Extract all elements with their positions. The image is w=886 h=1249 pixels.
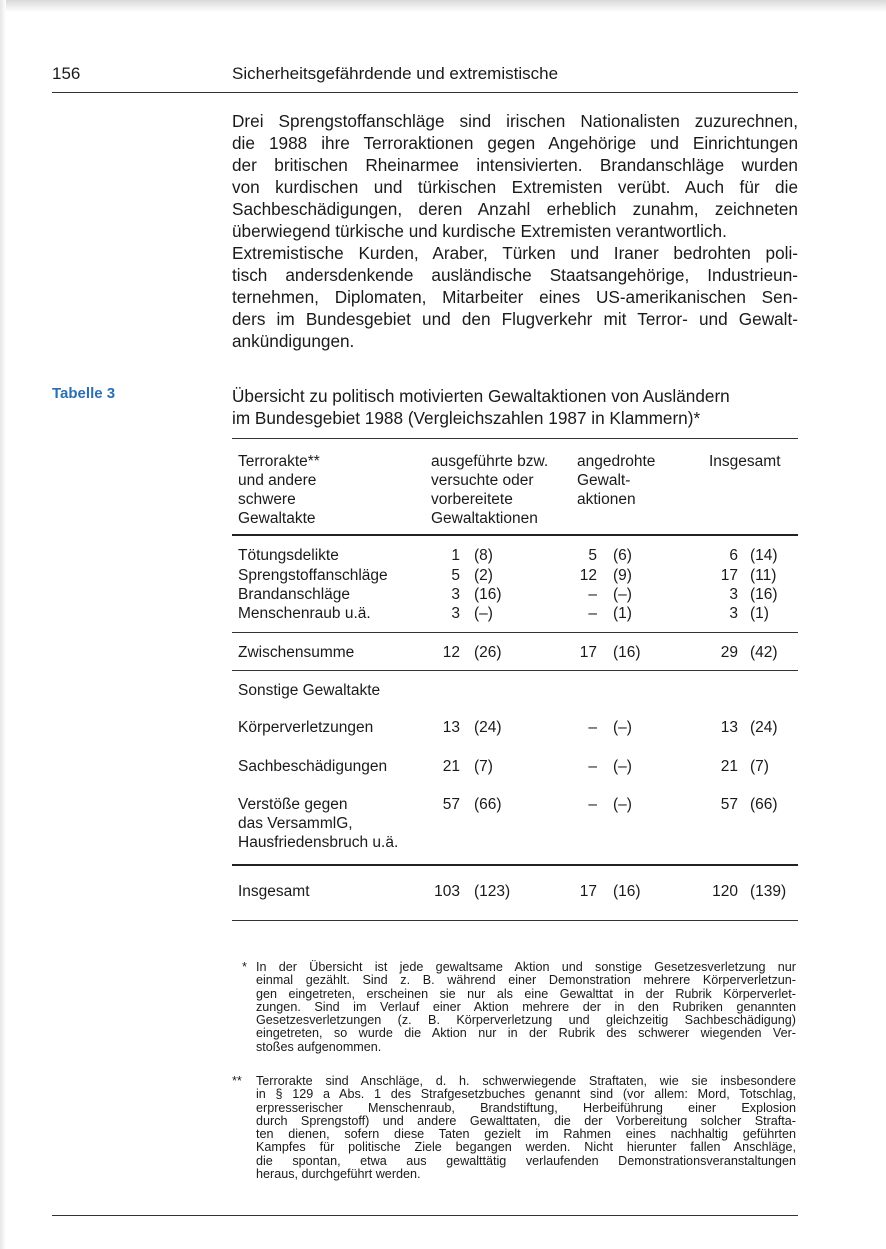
row-label: Tötungsdelikte bbox=[238, 547, 339, 564]
footnote-line: die spontan, etwa aus gewalttätig verlaufenden Demonstrationsveranstaltungen bbox=[256, 1153, 796, 1168]
footnote-line: heraus, durchgeführt werden. bbox=[256, 1167, 421, 1182]
table-caption bbox=[232, 385, 798, 429]
count-cell: 17 bbox=[579, 644, 597, 661]
row-label: Hausfriedensbruch u.ä. bbox=[238, 834, 399, 851]
scan-shadow-left bbox=[0, 0, 6, 1249]
body-line: der britischen Rheinarmee intensivierten. Brandanschläge wurden bbox=[232, 155, 798, 175]
count-cell: – bbox=[588, 796, 597, 813]
footnote-text: In der Übersicht ist jede gewaltsame Aktion und sonstige Gesetzesverletzung nur bbox=[256, 960, 796, 974]
count-cell: 21 bbox=[442, 758, 460, 775]
body-paragraph bbox=[232, 110, 798, 352]
body-line: ternehmen, Diplomaten, Mitarbeiter eines US-amerikanischen Sen- bbox=[232, 287, 798, 307]
header-line: angedrohte bbox=[577, 453, 656, 470]
footnote-mark: * bbox=[242, 960, 247, 974]
prior-year-cell: (16) bbox=[474, 586, 502, 603]
footnote-line: durch Sprengstoff) und andere Gewalttaten, die der Vorbereitung solcher Strafta- bbox=[256, 1113, 796, 1128]
header-line: Terrorakte** bbox=[238, 453, 320, 470]
count-cell: 1 bbox=[451, 547, 460, 564]
prior-year-cell: (–) bbox=[474, 605, 493, 622]
body-line: ankündigungen. bbox=[232, 331, 355, 351]
count-cell: 3 bbox=[451, 605, 460, 622]
footnote-line: gen eingetreten, erscheinen sie nur als eine Gewalttat in der Rubrik Körperverlet- bbox=[256, 986, 796, 1001]
footnote-text: Terrorakte sind Anschläge, d. h. schwerwiegende Straftaten, wie sie insbesondere bbox=[256, 1074, 796, 1088]
section-heading: Sonstige Gewaltakte bbox=[238, 682, 381, 699]
prior-year-cell: (–) bbox=[613, 719, 632, 736]
prior-year-cell: (2) bbox=[474, 567, 493, 584]
prior-year-cell: (16) bbox=[613, 644, 641, 661]
column-header-threatened bbox=[577, 452, 655, 509]
table-top-rule bbox=[232, 438, 798, 439]
footnote-2 bbox=[232, 1074, 796, 1182]
count-cell: – bbox=[588, 605, 597, 622]
subtotal-rule-top bbox=[232, 632, 798, 633]
table-side-label: Tabelle 3 bbox=[52, 385, 116, 402]
footnote-line: in § 129 a Abs. 1 des Strafgesetzbuches genannt sind (vor allem: Mord, Totschlag, bbox=[256, 1087, 796, 1102]
count-cell: – bbox=[588, 758, 597, 775]
count-cell: 17 bbox=[579, 883, 597, 900]
header-line: Gewaltakte bbox=[238, 510, 316, 527]
prior-year-cell: (14) bbox=[750, 547, 778, 564]
footnote-line: erpresserischer Menschenraub, Brandstiftung, Herbeiführung einer Explosion bbox=[256, 1100, 796, 1115]
count-cell: 3 bbox=[451, 586, 460, 603]
footnote-mark: ** bbox=[232, 1074, 242, 1088]
page-number: 156 bbox=[52, 64, 81, 83]
prior-year-cell: (–) bbox=[613, 796, 632, 813]
body-line: die 1988 ihre Terroraktionen gegen Angehörige und Einrichtungen bbox=[232, 133, 798, 153]
body-line: Drei Sprengstoffanschläge sind irischen Nationalisten zuzurechnen, bbox=[232, 111, 798, 131]
count-cell: 13 bbox=[442, 719, 460, 736]
footnote-line: einmal gezählt. Sind z. B. während einer Demonstration mehrere Körperverletzun- bbox=[256, 973, 796, 988]
table-bottom-rule bbox=[232, 920, 798, 921]
prior-year-cell: (24) bbox=[750, 719, 778, 736]
prior-year-cell: (16) bbox=[750, 586, 778, 603]
body-line: tisch andersdenkende ausländische Staatsangehörige, Industrieun- bbox=[232, 265, 798, 285]
count-cell: 13 bbox=[720, 719, 738, 736]
prior-year-cell: (139) bbox=[750, 883, 787, 900]
prior-year-cell: (66) bbox=[750, 796, 778, 813]
header-line: schwere bbox=[238, 491, 296, 508]
prior-year-cell: (–) bbox=[613, 586, 632, 603]
prior-year-cell: (16) bbox=[613, 883, 641, 900]
header-line: vorbereitete bbox=[431, 491, 513, 508]
footnote-line: Gesetzesverletzungen (z. B. Körperverletzung und gleichzeitig Sachbeschädigung) bbox=[256, 1013, 796, 1028]
row-label: Körperverletzungen bbox=[238, 719, 374, 736]
row-label: Verstöße gegen bbox=[238, 796, 348, 813]
prior-year-cell: (24) bbox=[474, 719, 502, 736]
header-line: versuchte oder bbox=[431, 472, 534, 489]
running-head: Sicherheitsgefährdende und extremistische bbox=[232, 64, 559, 83]
row-label: Sprengstoffanschläge bbox=[238, 567, 388, 584]
caption-line: Übersicht zu politisch motivierten Gewaltaktionen von Ausländern bbox=[232, 386, 730, 406]
count-cell: 17 bbox=[720, 567, 738, 584]
count-cell: 103 bbox=[434, 883, 460, 900]
caption-line: im Bundesgebiet 1988 (Vergleichszahlen 1987 in Klammern)* bbox=[232, 408, 701, 428]
footnote-1 bbox=[244, 961, 796, 1054]
prior-year-cell: (9) bbox=[613, 567, 632, 584]
row-label: Zwischensumme bbox=[238, 644, 355, 661]
count-cell: 3 bbox=[729, 605, 738, 622]
prior-year-cell: (1) bbox=[613, 605, 632, 622]
body-line: von kurdischen und türkischen Extremisten verübt. Auch für die bbox=[232, 177, 798, 197]
row-label: Menschenraub u.ä. bbox=[238, 605, 371, 622]
footnote-line: stoßes aufgenommen. bbox=[256, 1039, 382, 1054]
footer-rule bbox=[52, 1215, 798, 1216]
subtotal-rule-bottom bbox=[232, 670, 798, 671]
header-line: Gewaltaktionen bbox=[431, 510, 538, 527]
footnote-line: ten dienen, sofern diese Taten gezielt im Rahmen eines nachhaltig geführten bbox=[256, 1127, 796, 1142]
header-line: und andere bbox=[238, 472, 317, 489]
count-cell: 21 bbox=[720, 758, 738, 775]
count-cell: 12 bbox=[442, 644, 460, 661]
column-header-total bbox=[709, 452, 781, 471]
header-rule bbox=[52, 92, 798, 93]
body-line: überwiegend türkische und kurdische Extremisten verantwortlich. bbox=[232, 221, 727, 241]
row-label: das VersammlG, bbox=[238, 815, 353, 832]
prior-year-cell: (–) bbox=[613, 758, 632, 775]
footnote-line: Kampfes für politische Ziele begangen werden. Nicht hierunter fallen Anschläge, bbox=[256, 1140, 796, 1155]
prior-year-cell: (26) bbox=[474, 644, 502, 661]
row-label: Sachbeschädigungen bbox=[238, 758, 388, 775]
footnote-line bbox=[232, 1074, 796, 1088]
footnote-line bbox=[244, 961, 796, 974]
prior-year-cell: (11) bbox=[750, 567, 777, 584]
count-cell: 5 bbox=[451, 567, 460, 584]
count-cell: 6 bbox=[729, 547, 738, 564]
count-cell: 120 bbox=[712, 883, 738, 900]
count-cell: 57 bbox=[442, 796, 460, 813]
body-line: ders im Bundesgebiet und den Flugverkehr mit Terror- und Gewalt- bbox=[232, 309, 798, 329]
footnote-line: zungen. Sind im Verlauf einer Aktion mehrere der in den Rubriken genannten bbox=[256, 999, 796, 1014]
count-cell: – bbox=[588, 719, 597, 736]
prior-year-cell: (1) bbox=[750, 605, 769, 622]
row-label: Insgesamt bbox=[238, 883, 310, 900]
prior-year-cell: (123) bbox=[474, 883, 511, 900]
prior-year-cell: (7) bbox=[750, 758, 769, 775]
header-line: Insgesamt bbox=[709, 453, 781, 470]
header-line: Gewalt- bbox=[577, 472, 631, 489]
prior-year-cell: (66) bbox=[474, 796, 502, 813]
count-cell: 29 bbox=[720, 644, 738, 661]
body-line: Sachbeschädigungen, deren Anzahl erheblich zunahm, zeichneten bbox=[232, 199, 798, 219]
prior-year-cell: (6) bbox=[613, 547, 632, 564]
column-header-category bbox=[238, 452, 320, 528]
column-header-executed bbox=[431, 452, 548, 528]
prior-year-cell: (7) bbox=[474, 758, 493, 775]
count-cell: – bbox=[588, 586, 597, 603]
scan-shadow-top bbox=[0, 0, 886, 12]
header-line: ausgeführte bzw. bbox=[431, 453, 549, 470]
header-line: aktionen bbox=[577, 491, 636, 508]
table-header-rule bbox=[232, 534, 798, 536]
count-cell: 3 bbox=[729, 586, 738, 603]
body-line: Extremistische Kurden, Araber, Türken und Iraner bedrohten poli- bbox=[232, 243, 798, 263]
prior-year-cell: (42) bbox=[750, 644, 778, 661]
total-rule-top bbox=[232, 864, 798, 866]
prior-year-cell: (8) bbox=[474, 547, 493, 564]
count-cell: 12 bbox=[579, 567, 597, 584]
footnote-line: eingetreten, so wurde die Aktion nur in der Rubrik des schwerer wiegenden Ver- bbox=[256, 1026, 796, 1041]
count-cell: 57 bbox=[720, 796, 738, 813]
count-cell: 5 bbox=[588, 547, 597, 564]
row-label: Brandanschläge bbox=[238, 586, 351, 603]
